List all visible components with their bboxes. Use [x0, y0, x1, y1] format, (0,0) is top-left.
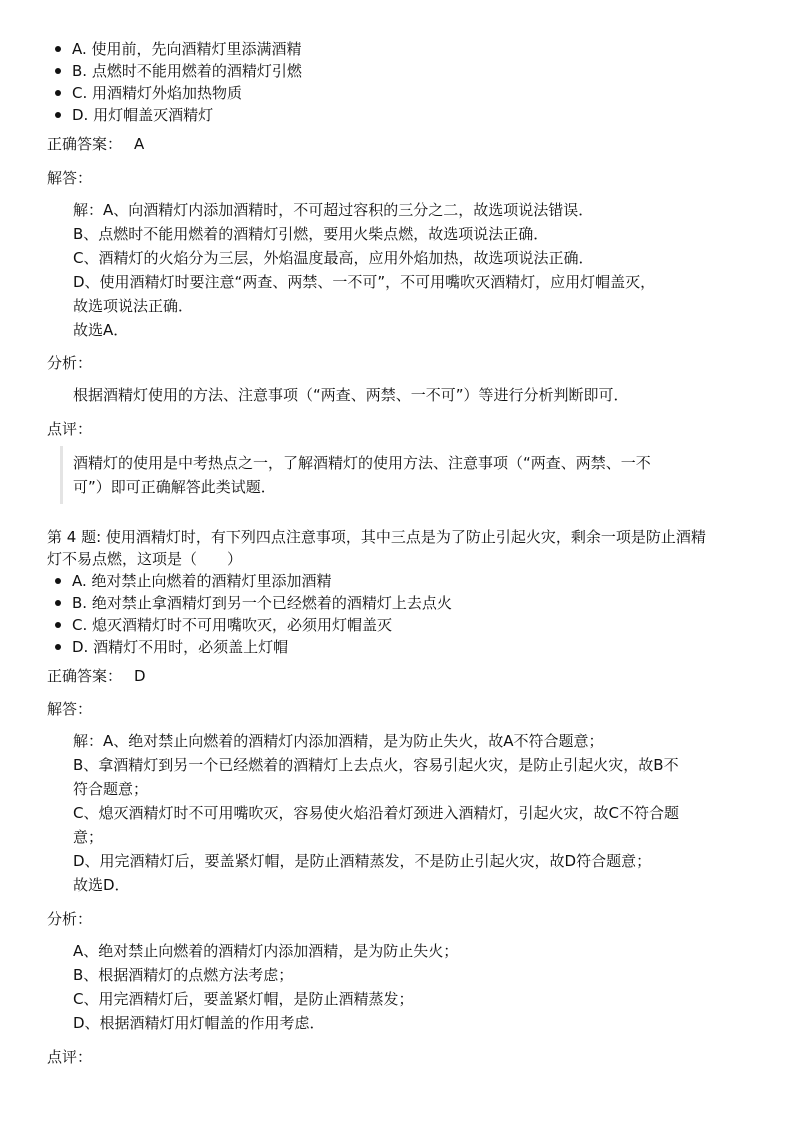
q3-solution-line-3: C、酒精灯的火焰分为三层，外焰温度最高，应用外焰加热，故选项说法正确． — [73, 249, 594, 267]
q3-option-c: C. 用酒精灯外焰加热物质 — [72, 84, 243, 102]
q4-solution-line-7: 故选D． — [73, 876, 130, 894]
q3-answer-label: 正确答案： — [47, 135, 123, 153]
q3-comment-line-1: 酒精灯的使用是中考热点之一，了解酒精灯的使用方法、注意事项（“两查、两禁、一不 — [73, 454, 651, 472]
q3-answer-value: A — [134, 135, 145, 153]
q3-solution-line-6: 故选A． — [73, 321, 129, 339]
q4-option-c: C. 熄灭酒精灯时不可用嘴吹灭，必须用灯帽盖灭 — [72, 616, 393, 634]
q4-analysis-line-2: B、根据酒精灯的点燃方法考虑； — [73, 966, 294, 984]
q4-solution-line-5: 意； — [73, 828, 104, 846]
q4-question-line-1: 第 4 题: 使用酒精灯时，有下列四点注意事项，其中三点是为了防止引起火灾，剩余一项是防止酒精 — [47, 528, 706, 546]
q4-solution-label: 解答： — [47, 700, 93, 718]
q3-solution-line-5: 故选项说法正确． — [73, 297, 194, 315]
q4-solution-line-2: B、拿酒精灯到另一个已经燃着的酒精灯上去点火，容易引起火灾，是防止引起火灾，故B不 — [73, 756, 679, 774]
q3-solution-line-4: D、使用酒精灯时要注意“两查、两禁、一不可”，不可用嘴吹灭酒精灯，应用灯帽盖灭， — [73, 273, 656, 291]
q3-option-a: A. 使用前，先向酒精灯里添满酒精 — [72, 40, 302, 58]
comment-divider — [60, 446, 63, 504]
q4-solution-line-4: C、熄灭酒精灯时不可用嘴吹灭，容易使火焰沿着灯颈进入酒精灯，引起火灾，故C不符合题 — [73, 804, 679, 822]
q4-analysis-line-3: C、用完酒精灯后，要盖紧灯帽，是防止酒精蒸发； — [73, 990, 414, 1008]
q4-solution-line-6: D、用完酒精灯后，要盖紧灯帽，是防止酒精蒸发，不是防止引起火灾，故D符合题意； — [73, 852, 652, 870]
q3-solution-line-1: 解：A、向酒精灯内添加酒精时，不可超过容积的三分之二，故选项说法错误． — [73, 201, 594, 219]
q4-answer-row — [47, 665, 146, 687]
q4-solution-line-3: 符合题意； — [73, 780, 149, 798]
q4-solution-line-1: 解：A、绝对禁止向燃着的酒精灯内添加酒精，是为防止失火，故A不符合题意； — [73, 732, 604, 750]
q4-answer-value: D — [134, 667, 146, 685]
q3-answer-row — [47, 133, 144, 155]
q3-analysis-label: 分析： — [47, 354, 93, 372]
q4-option-a: A. 绝对禁止向燃着的酒精灯里添加酒精 — [72, 572, 332, 590]
q3-comment-label: 点评： — [47, 420, 93, 438]
q4-analysis-label: 分析： — [47, 910, 93, 928]
q3-option-b: B. 点燃时不能用燃着的酒精灯引燃 — [72, 62, 302, 80]
q4-option-b: B. 绝对禁止拿酒精灯到另一个已经燃着的酒精灯上去点火 — [72, 594, 452, 612]
q3-comment-line-2: 可”）即可正确解答此类试题． — [73, 478, 276, 496]
q3-option-d: D. 用灯帽盖灭酒精灯 — [72, 106, 214, 124]
q3-analysis-line-1: 根据酒精灯使用的方法、注意事项（“两查、两禁、一不可”）等进行分析判断即可． — [73, 386, 629, 404]
q4-analysis-line-4: D、根据酒精灯用灯帽盖的作用考虑． — [73, 1014, 325, 1032]
q4-analysis-line-1: A、绝对禁止向燃着的酒精灯内添加酒精，是为防止失火； — [73, 942, 459, 960]
q4-comment-label: 点评： — [47, 1048, 93, 1066]
q3-solution-label: 解答： — [47, 169, 93, 187]
q4-question-line-2: 灯不易点燃，这项是（ ） — [47, 550, 243, 568]
q3-solution-line-2: B、点燃时不能用燃着的酒精灯引燃，要用火柴点燃，故选项说法正确． — [73, 225, 549, 243]
q4-option-d: D. 酒精灯不用时，必须盖上灯帽 — [72, 638, 289, 656]
q4-answer-label: 正确答案： — [47, 667, 123, 685]
